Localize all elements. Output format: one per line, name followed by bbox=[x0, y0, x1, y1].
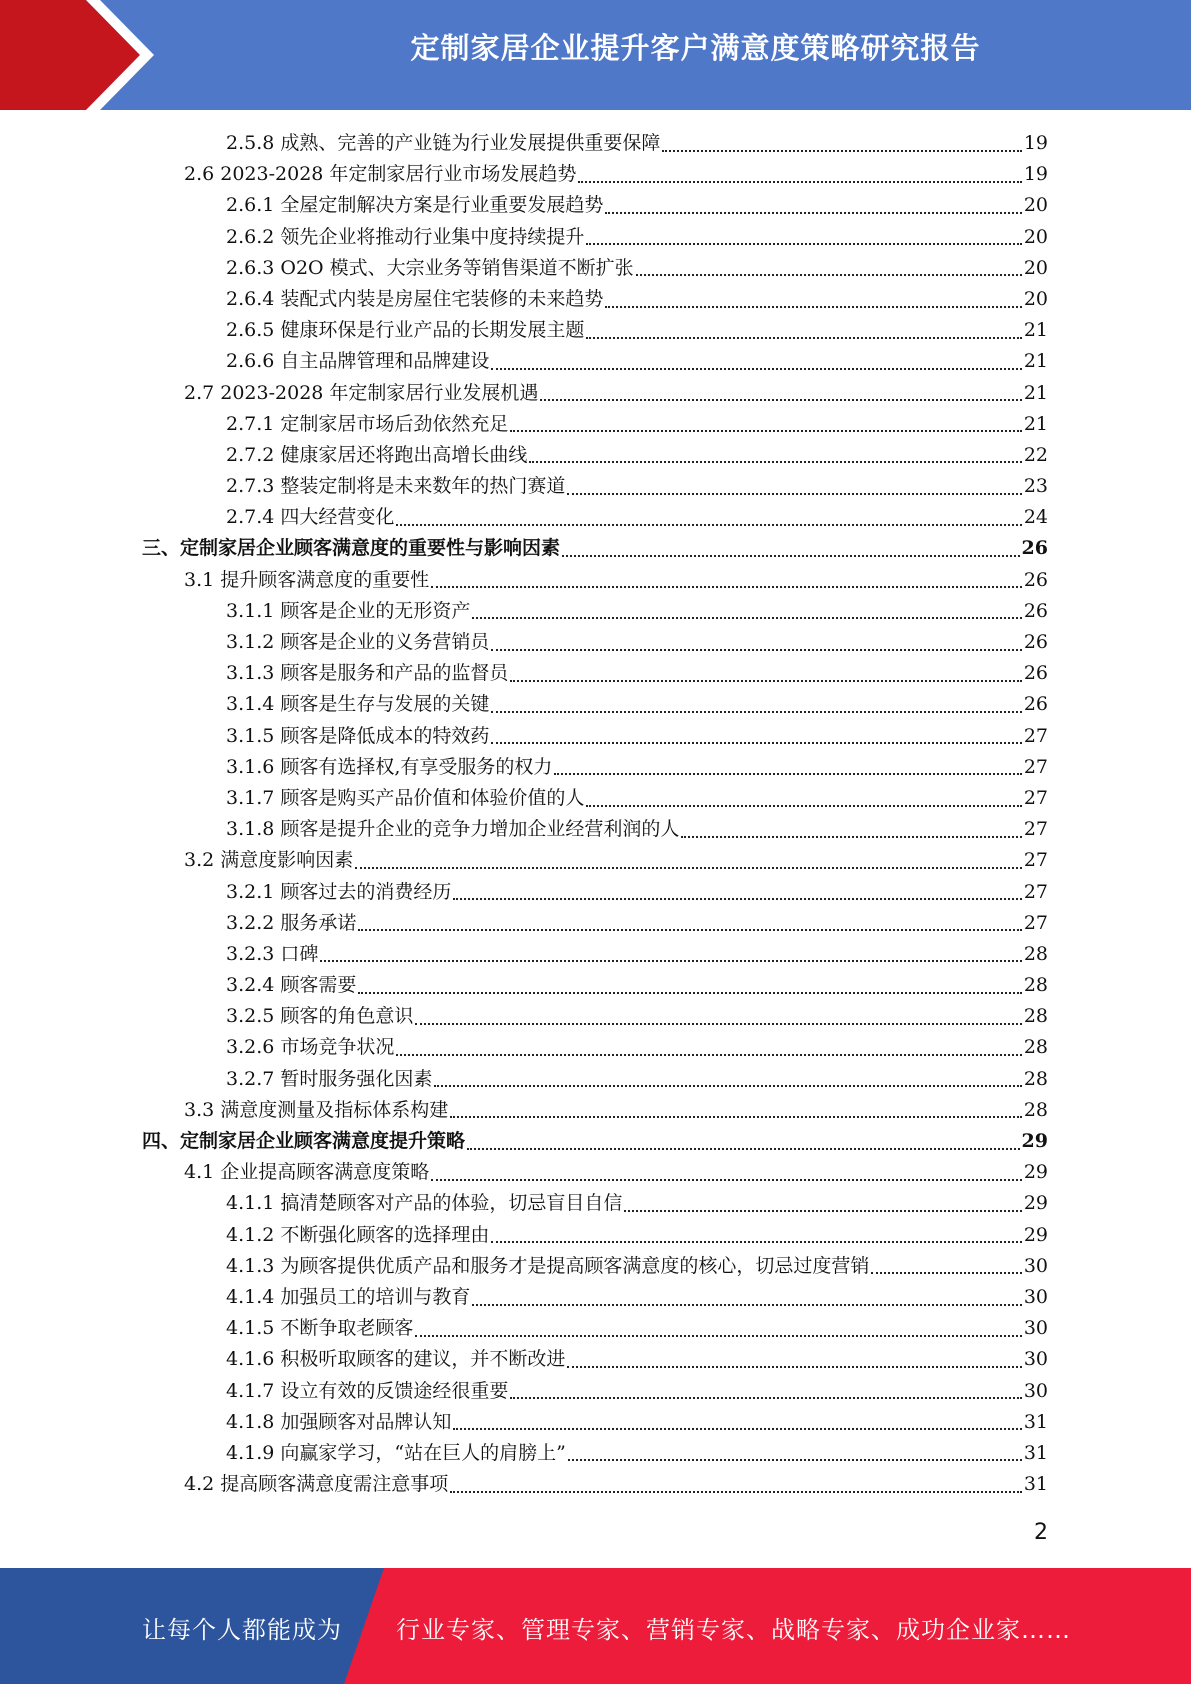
toc-entry[interactable] bbox=[142, 1064, 1048, 1095]
toc-dot-leader bbox=[567, 493, 1021, 495]
toc-entry[interactable] bbox=[142, 315, 1048, 346]
footer-slogan-right: 行业专家、管理专家、营销专家、战略专家、成功企业家…… bbox=[396, 1616, 1071, 1644]
toc-entry[interactable] bbox=[142, 877, 1048, 908]
header-arrow-red bbox=[0, 0, 140, 110]
toc-entry-title: 2.7.3 整装定制将是未来数年的热门赛道 bbox=[226, 475, 566, 498]
toc-entry-title: 3.1.1 顾客是企业的无形资产 bbox=[226, 599, 471, 622]
toc-entry-page: 21 bbox=[1023, 412, 1048, 435]
toc-entry-page: 20 bbox=[1023, 225, 1048, 248]
toc-entry[interactable] bbox=[142, 128, 1048, 159]
toc-entry[interactable] bbox=[142, 190, 1048, 221]
toc-entry[interactable] bbox=[142, 970, 1048, 1001]
toc-entry[interactable] bbox=[142, 284, 1048, 315]
toc-entry[interactable] bbox=[142, 689, 1048, 720]
report-title: 定制家居企业提升客户满意度策略研究报告 bbox=[410, 31, 981, 65]
toc-dot-leader bbox=[450, 1491, 1022, 1493]
toc-dot-leader bbox=[529, 461, 1021, 463]
toc-entry-title: 2.6.5 健康环保是行业产品的长期发展主题 bbox=[226, 319, 585, 342]
toc-entry-page: 20 bbox=[1023, 256, 1048, 279]
toc-entry-title: 2.7.1 定制家居市场后劲依然充足 bbox=[226, 412, 509, 435]
toc-dot-leader bbox=[578, 181, 1021, 183]
toc-dot-leader bbox=[510, 1397, 1021, 1399]
header-arrow-graphic bbox=[0, 0, 170, 110]
toc-entry-title: 3.1.8 顾客是提升企业的竞争力增加企业经营利润的人 bbox=[226, 818, 680, 841]
toc-entry-title: 4.1.1 搞清楚顾客对产品的体验，切忌盲目自信 bbox=[226, 1192, 623, 1215]
toc-entry-title: 3.1.3 顾客是服务和产品的监督员 bbox=[226, 662, 509, 685]
toc-entry-page: 27 bbox=[1023, 786, 1048, 809]
toc-dot-leader bbox=[624, 1210, 1021, 1212]
toc-entry-page: 22 bbox=[1023, 443, 1048, 466]
toc-dot-leader bbox=[554, 773, 1021, 775]
toc-entry-title: 4.1 企业提高顾客满意度策略 bbox=[184, 1161, 430, 1184]
toc-dot-leader bbox=[586, 337, 1021, 339]
toc-dot-leader bbox=[396, 524, 1021, 526]
toc-entry-title: 2.7 2023-2028 年定制家居行业发展机遇 bbox=[184, 381, 539, 404]
toc-entry-title: 3.2.6 市场竞争状况 bbox=[226, 1036, 395, 1059]
page-header bbox=[0, 0, 1191, 110]
toc-dot-leader bbox=[453, 1428, 1021, 1430]
toc-entry-page: 27 bbox=[1023, 818, 1048, 841]
toc-entry-page: 30 bbox=[1023, 1348, 1048, 1371]
toc-entry[interactable] bbox=[142, 1188, 1048, 1219]
toc-dot-leader bbox=[636, 274, 1022, 276]
toc-entry-title: 2.6.1 全屋定制解决方案是行业重要发展趋势 bbox=[226, 194, 604, 217]
toc-entry-page: 30 bbox=[1023, 1254, 1048, 1277]
toc-entry-page: 28 bbox=[1023, 974, 1048, 997]
toc-dot-leader bbox=[586, 243, 1021, 245]
toc-entry-title: 3.2.7 暂时服务强化因素 bbox=[226, 1067, 433, 1090]
toc-dot-leader bbox=[358, 929, 1021, 931]
toc-entry-page: 26 bbox=[1023, 599, 1048, 622]
toc-entry-title: 3.2.3 口碑 bbox=[226, 942, 319, 965]
toc-entry-title: 3.2.2 服务承诺 bbox=[226, 911, 357, 934]
toc-entry-page: 27 bbox=[1023, 849, 1048, 872]
toc-entry[interactable] bbox=[142, 1001, 1048, 1032]
toc-entry-page: 19 bbox=[1023, 132, 1048, 154]
footer-slogan-left: 让每个人都能成为 bbox=[142, 1616, 342, 1644]
toc-entry[interactable] bbox=[142, 159, 1048, 190]
toc-entry-title: 4.1.9 向赢家学习，“站在巨人的肩膀上” bbox=[226, 1441, 566, 1464]
toc-dot-leader bbox=[605, 306, 1021, 308]
toc-entry-title: 2.6.2 领先企业将推动行业集中度持续提升 bbox=[226, 225, 585, 248]
toc-dot-leader bbox=[355, 867, 1022, 869]
toc-dot-leader bbox=[871, 1272, 1021, 1274]
toc-entry-page: 29 bbox=[1021, 1130, 1048, 1152]
toc-entry[interactable] bbox=[142, 721, 1048, 752]
toc-entry[interactable] bbox=[142, 533, 1048, 564]
toc-entry-title: 2.7.2 健康家居还将跑出高增长曲线 bbox=[226, 443, 528, 466]
toc-entry-title: 3.2.4 顾客需要 bbox=[226, 974, 357, 997]
toc-entry-page: 27 bbox=[1023, 880, 1048, 903]
toc-entry[interactable] bbox=[142, 658, 1048, 689]
toc-entry-page: 29 bbox=[1023, 1223, 1048, 1246]
toc-entry-page: 26 bbox=[1023, 631, 1048, 653]
toc-entry-title: 3.1.7 顾客是购买产品价值和体验价值的人 bbox=[226, 786, 585, 809]
toc-dot-leader bbox=[467, 1148, 1020, 1150]
toc-entry[interactable] bbox=[142, 1313, 1048, 1344]
toc-dot-leader bbox=[434, 1085, 1021, 1087]
toc-dot-leader bbox=[453, 898, 1021, 900]
toc-entry[interactable] bbox=[142, 222, 1048, 253]
toc-entry[interactable] bbox=[142, 378, 1048, 409]
toc-entry-title: 三、定制家居企业顾客满意度的重要性与影响因素 bbox=[142, 537, 561, 560]
toc-entry-page: 28 bbox=[1023, 1005, 1048, 1028]
toc-dot-leader bbox=[605, 212, 1021, 214]
toc-entry[interactable] bbox=[142, 908, 1048, 939]
toc-entry[interactable] bbox=[142, 1095, 1048, 1126]
toc-entry-page: 26 bbox=[1023, 693, 1048, 716]
toc-entry-title: 3.1.2 顾客是企业的义务营销员 bbox=[226, 631, 490, 653]
toc-entry-title: 3.1.6 顾客有选择权,有享受服务的权力 bbox=[226, 755, 553, 778]
toc-entry-page: 27 bbox=[1023, 755, 1048, 778]
toc-entry-page: 21 bbox=[1023, 381, 1048, 404]
toc-entry-page: 31 bbox=[1023, 1473, 1048, 1496]
toc-entry[interactable] bbox=[142, 565, 1048, 596]
toc-entry[interactable] bbox=[142, 845, 1048, 876]
toc-dot-leader bbox=[358, 992, 1021, 994]
toc-entry[interactable] bbox=[142, 253, 1048, 284]
toc-entry[interactable] bbox=[142, 596, 1048, 627]
toc-dot-leader bbox=[472, 617, 1021, 619]
toc-dot-leader bbox=[472, 1304, 1021, 1306]
toc-entry-title: 3.3 满意度测量及指标体系构建 bbox=[184, 1098, 449, 1121]
toc-dot-leader bbox=[681, 836, 1021, 838]
toc-dot-leader bbox=[662, 150, 1021, 152]
toc-entry-title: 4.1.7 设立有效的反馈途经很重要 bbox=[226, 1379, 509, 1402]
toc-entry-page: 28 bbox=[1023, 1098, 1048, 1121]
toc-dot-leader bbox=[415, 1023, 1021, 1025]
toc-entry[interactable] bbox=[142, 752, 1048, 783]
toc-entry-page: 27 bbox=[1023, 911, 1048, 934]
toc-entry-title: 3.1 提升顾客满意度的重要性 bbox=[184, 568, 430, 591]
toc-entry[interactable] bbox=[142, 471, 1048, 502]
toc-entry-page: 21 bbox=[1023, 319, 1048, 342]
toc-entry-page: 28 bbox=[1023, 1036, 1048, 1059]
page-number: 2 bbox=[1034, 1520, 1048, 1545]
toc-entry-title: 4.1.8 加强顾客对品牌认知 bbox=[226, 1410, 452, 1433]
toc-entry-page: 26 bbox=[1021, 537, 1048, 560]
toc-entry-page: 21 bbox=[1023, 350, 1048, 373]
toc-entry-title: 4.1.4 加强员工的培训与教育 bbox=[226, 1285, 471, 1308]
toc-dot-leader bbox=[586, 805, 1021, 807]
toc-entry-page: 30 bbox=[1023, 1317, 1048, 1340]
toc-entry-title: 2.6.6 自主品牌管理和品牌建设 bbox=[226, 350, 490, 373]
toc-dot-leader bbox=[510, 430, 1021, 432]
toc-entry[interactable] bbox=[142, 1251, 1048, 1282]
toc-entry-page: 29 bbox=[1023, 1192, 1048, 1215]
toc-entry-title: 2.6 2023-2028 年定制家居行业市场发展趋势 bbox=[184, 163, 577, 186]
table-of-contents bbox=[142, 128, 1048, 1500]
toc-entry-page: 23 bbox=[1023, 475, 1048, 498]
toc-entry[interactable] bbox=[142, 814, 1048, 845]
toc-entry[interactable] bbox=[142, 1157, 1048, 1188]
toc-entry-title: 4.1.3 为顾客提供优质产品和服务才是提高顾客满意度的核心，切忌过度营销 bbox=[226, 1254, 870, 1277]
toc-entry[interactable] bbox=[142, 502, 1048, 533]
toc-entry[interactable] bbox=[142, 783, 1048, 814]
toc-entry[interactable] bbox=[142, 1220, 1048, 1251]
toc-entry[interactable] bbox=[142, 627, 1048, 658]
toc-entry[interactable] bbox=[142, 1282, 1048, 1313]
toc-entry-title: 3.2 满意度影响因素 bbox=[184, 849, 354, 872]
toc-entry[interactable] bbox=[142, 346, 1048, 377]
toc-entry-page: 28 bbox=[1023, 942, 1048, 965]
toc-dot-leader bbox=[491, 649, 1021, 651]
toc-entry-page: 31 bbox=[1023, 1441, 1048, 1464]
toc-dot-leader bbox=[491, 711, 1021, 713]
toc-dot-leader bbox=[431, 586, 1022, 588]
toc-entry-title: 2.5.8 成熟、完善的产业链为行业发展提供重要保障 bbox=[226, 132, 661, 154]
toc-entry-title: 2.6.3 O2O 模式、大宗业务等销售渠道不断扩张 bbox=[226, 256, 634, 279]
toc-entry[interactable] bbox=[142, 1376, 1048, 1407]
toc-dot-leader bbox=[396, 1054, 1021, 1056]
toc-dot-leader bbox=[567, 1366, 1021, 1368]
toc-entry[interactable] bbox=[142, 1032, 1048, 1063]
toc-entry[interactable] bbox=[142, 440, 1048, 471]
toc-dot-leader bbox=[491, 742, 1021, 744]
toc-entry[interactable] bbox=[142, 1344, 1048, 1375]
toc-entry-title: 3.2.1 顾客过去的消费经历 bbox=[226, 880, 452, 903]
toc-entry-page: 31 bbox=[1023, 1410, 1048, 1433]
toc-dot-leader bbox=[415, 1335, 1021, 1337]
toc-entry[interactable] bbox=[142, 1469, 1048, 1500]
toc-entry[interactable] bbox=[142, 409, 1048, 440]
toc-entry-title: 2.7.4 四大经营变化 bbox=[226, 506, 395, 529]
toc-entry-title: 四、定制家居企业顾客满意度提升策略 bbox=[142, 1130, 466, 1152]
toc-dot-leader bbox=[491, 1241, 1021, 1243]
toc-dot-leader bbox=[562, 555, 1020, 557]
toc-entry-page: 20 bbox=[1023, 287, 1048, 310]
toc-entry-page: 27 bbox=[1023, 724, 1048, 747]
toc-entry-page: 26 bbox=[1023, 662, 1048, 685]
toc-entry[interactable] bbox=[142, 1438, 1048, 1469]
toc-entry-page: 28 bbox=[1023, 1067, 1048, 1090]
toc-entry-page: 19 bbox=[1023, 163, 1048, 186]
toc-entry-title: 3.1.4 顾客是生存与发展的关键 bbox=[226, 693, 490, 716]
toc-entry-page: 24 bbox=[1023, 506, 1048, 529]
toc-entry-page: 30 bbox=[1023, 1379, 1048, 1402]
toc-entry-title: 4.1.5 不断争取老顾客 bbox=[226, 1317, 414, 1340]
toc-entry-page: 26 bbox=[1023, 568, 1048, 591]
toc-entry[interactable] bbox=[142, 939, 1048, 970]
toc-entry-page: 29 bbox=[1023, 1161, 1048, 1184]
toc-dot-leader bbox=[320, 960, 1021, 962]
toc-entry-title: 4.1.2 不断强化顾客的选择理由 bbox=[226, 1223, 490, 1246]
toc-entry-title: 4.1.6 积极听取顾客的建议，并不断改进 bbox=[226, 1348, 566, 1371]
toc-entry[interactable] bbox=[142, 1126, 1048, 1157]
toc-entry-title: 3.1.5 顾客是降低成本的特效药 bbox=[226, 724, 490, 747]
toc-entry[interactable] bbox=[142, 1407, 1048, 1438]
toc-dot-leader bbox=[450, 1116, 1022, 1118]
toc-dot-leader bbox=[568, 1459, 1022, 1461]
toc-dot-leader bbox=[540, 399, 1021, 401]
toc-entry-page: 30 bbox=[1023, 1285, 1048, 1308]
toc-entry-page: 20 bbox=[1023, 194, 1048, 217]
toc-entry-title: 2.6.4 装配式内装是房屋住宅装修的未来趋势 bbox=[226, 287, 604, 310]
toc-entry-title: 4.2 提高顾客满意度需注意事项 bbox=[184, 1473, 449, 1496]
toc-dot-leader bbox=[510, 680, 1021, 682]
toc-dot-leader bbox=[491, 368, 1021, 370]
toc-entry-title: 3.2.5 顾客的角色意识 bbox=[226, 1005, 414, 1028]
page-footer bbox=[0, 1568, 1191, 1684]
toc-dot-leader bbox=[431, 1179, 1022, 1181]
